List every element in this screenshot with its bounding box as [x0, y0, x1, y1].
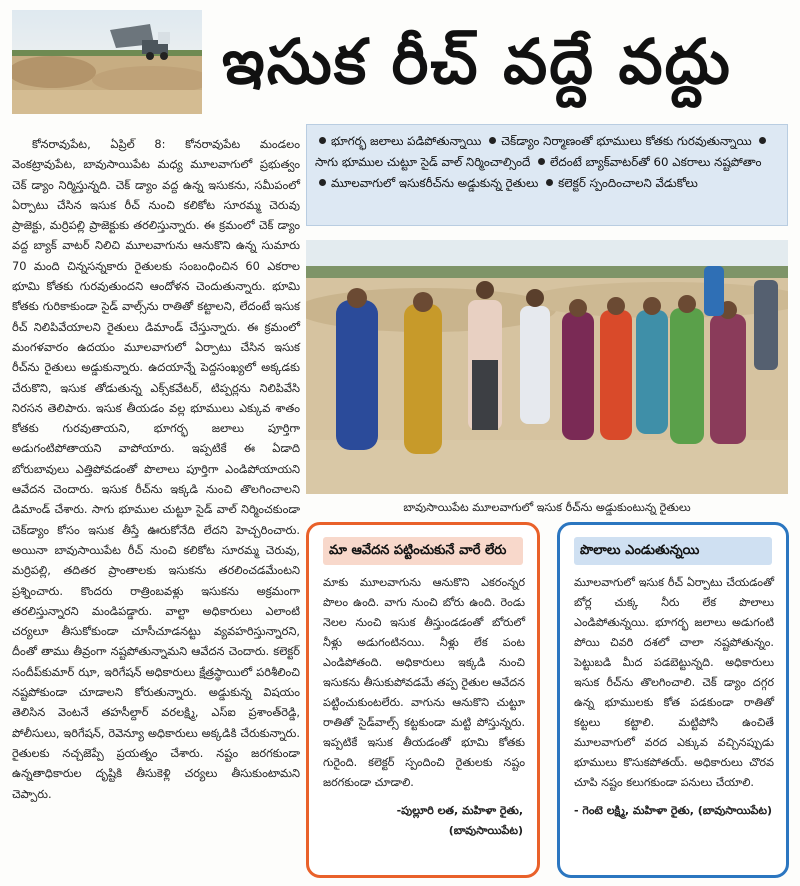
headline: ఇసుక రీచ్ వద్దే వద్దు: [222, 25, 732, 98]
highlight-item: సాగు భూముల చుట్టూ సైడ్ వాల్ నిర్మించాల్సిందే: [315, 155, 531, 169]
quote-box-signature: -పుల్లూరి లత, మహిళా రైతు, (బావుసాయిపేట): [396, 804, 523, 837]
bullet-icon: [319, 179, 326, 186]
bullet-icon: [489, 137, 496, 144]
header-photo: [12, 10, 202, 114]
bullet-icon: [759, 137, 766, 144]
quote-box-left: [306, 522, 540, 878]
quote-box-right: [557, 522, 789, 878]
highlight-item: భూగర్భ జలాలు పడిపోతున్నాయి: [331, 134, 482, 148]
highlight-item: మూలవాగులో ఇసుకరీచ్‌ను అడ్డుకున్న రైతులు: [331, 176, 539, 190]
bullet-icon: [319, 137, 326, 144]
photo-caption: బావుసాయిపేట మూలవాగులో ఇసుక రీచ్‌ను అడ్డుకుంటున్న రైతులు: [403, 501, 691, 514]
quote-box-body: మూలవాగులో ఇసుక రీచ్ ఏర్పాటు చేయడంతో బోర్ల చుక్క నీరు లేక పొలాలు ఎండిపోతున్నయి. భూగర్భ జలాలు అడుగంటి పోయి చివరి దశలో చాలా నష్టపోతున్నం. పెట్టుబడి మీద పడబెట్టున్నది. అధికారులు ఇసుక రీచ్‌ను తొలగించాలి. చెక్ డ్యాం దగ్గర ఉన్న భూములకు కోత పడకుండా రాతితో కట్టలు కట్టాలి. మట్టిపోసి ఉంచితే మూలవాగులో వరద ఎక్కువ వచ్చినప్పుడు భూములు కొసుకపోతయ్. అధికారులు చొరవ చూపి నష్టం కలుగకుండా పనులు చేయాలి.: [574, 576, 774, 789]
quote-box-signature: - గెంటె లక్ష్మి, మహిళా రైతు, (బావుసాయిపేట): [574, 804, 772, 817]
highlight-item: కలెక్టర్ స్పందించాలని వేడుకోలు: [558, 176, 698, 190]
highlights-box: [306, 124, 788, 226]
quote-box-title: పొలాలు ఎండుతున్నయి: [574, 537, 772, 565]
farmers-group-image: [306, 240, 788, 494]
quote-box-body: మాకు మూలవాగును ఆనుకొని ఎకరంన్నర పొలం ఉంది. వాగు నుంచి బోరు ఉంది. రెండు నెలల నుంచి ఇసుక తీస్తుండడంతో బోరులో నీళ్లు అడుగంటినయి. నీళ్లు లేక పంట ఎండిపోతంది. అధికారులు ఇక్కడి నుంచి ఇసుకను తీసుకుపోవడమే తప్ప రైతుల ఆవేదన పట్టించుకుంటలేరు. వాగును ఆనుకొని చుట్టూ రాతితో సైడ్‌వాల్స్ కట్టకుండా మట్టి పోస్తున్నరు. ఇప్పటికే ఇసుక తీయడంతో భూమి కోతకు గురైంది. కలెక్టర్ స్పందించి రైతులకు నష్టం జరగకుండా చూడాలి.: [323, 576, 525, 789]
highlight-item: లేదంటే బ్యాక్‌వాటర్‌తో 60 ఎకరాలు నష్టపోతాం: [550, 155, 762, 169]
bullet-icon: [538, 158, 545, 165]
article-body: [12, 134, 300, 804]
quote-box-title: మా ఆవేదన పట్టించుకునే వారే లేరు: [323, 537, 523, 565]
farmers-photo: [306, 240, 788, 494]
bullet-icon: [546, 179, 553, 186]
sand-reach-photo: [12, 10, 202, 114]
article-paragraph: కోనరావుపేట, ఏప్రిల్ 8: కోనరావుపేట మండలం వెంకట్రావుపేట, బావుసాయిపేట మధ్య మూలవాగులో ప్రభుత్వం చెక్ డ్యాం నిర్మిస్తున్నది. చెక్ డ్యాం వద్ద ఉన్న ఇసుకను, సమీపంలో ఏర్పాటు చేసిన ఇసుక రీచ్ నుంచి కలికోట సూరమ్మ చెరువు ప్రాజెక్టు, మర్రిపల్లి ప్రాజెక్టుకు తరలిస్తున్నారు. ఈ క్రమంలో చెక్ డ్యాం వద్ద బ్యాక్ వాటర్ నిలిచి మూలవాగును ఆనుకొని ఉన్న సుమారు 70 మంది చిన్నసన్నకారు రైతులకు సంబంధించిన 60 ఎకరాల భూమి కోతకు గురవుతుందని ఆందోళన చెందుతున్నారు. భూమి కోతకు గురికాకుండా సైడ్ వాల్స్‌ను రాతితో కట్టాలని, లేదంటే ఇసుక రీచ్ నిలిపివేయాలని రైతులు డిమాండ్ చేస్తున్నారు. ఈ క్రమంలో మంగళవారం ఉదయం మూలవాగులో ఏర్పాటు చేసిన ఇసుక రీచ్‌ను రైతులు అడ్డుకున్నారు. ఉదయాన్నే పెద్దసంఖ్యలో అక్కడకు చేరుకొని, ఇసుక తోడుతున్న ఎక్స్‌కవేటర్, టిప్పర్లను నిలిపివేసి నిరసన తెలిపారు. ఇసుక తీయడం వల్ల భూములు ఎక్కువ శాతం కోతకు గురవుతాయని, భూగర్భ జలాలు పూర్తిగా అడుగంటిపోతాయని వాపోయారు. ఇప్పటికే ఈ ఏడాది బోరుబావులు ఎత్తిపోవడంతో పొలాలు పూర్తిగా ఎండిపోయాయని ఆవేదన చెందారు. ఇసుక రీచ్‌ను ఇక్కడి నుంచి తొలగించాలని డిమాండ్ చేశారు. సాగు భూముల చుట్టూ సైడ్ వాల్ నిర్మించకుండా చెక్‌డ్యాం కోసం ఇసుక తీస్తే ఊరుకోనేది లేదని హెచ్చరించారు. అయినా బావుసాయిపేట రీచ్ నుంచి కలికోట సూరమ్మ చెరువు, మర్రిపల్లి, తదితర ప్రాంతాలకు ఇసుకను తరలించడమేంటని ప్రశ్నించారు. కొందరు రాత్రింబవళ్లు ఇసుకను అక్రమంగా తరలిస్తున్నారని మండిపడ్డారు. వాల్టా అధికారులు ఎలాంటి చర్యలూ తీసుకోకుండా చూసీచూడనట్టు వ్యవహరిస్తున్నారని, దీంతో తాము తీవ్రంగా నష్టపోతున్నామని ఆవేదన చెందారు. కలెక్టర్ సందీప్‌కుమార్ ఝా, ఇరిగేషన్ అధికారులు క్షేత్రస్థాయిలో పరిశీలించి నష్టపోకుండా చూడాలని కోరుతున్నారు. అడ్డుకున్న విషయం తెలిసిన వెంటనే తహసీల్దార్ వరలక్ష్మి, ఎస్ఐ ప్రశాంత్‌రెడ్డి, పోలీసులు, ఇరిగేషన్, రెవెన్యూ అధికారులు అక్కడికి చేరుకున్నారు. రైతులకు నచ్చజెప్పే ప్రయత్నం చేశారు. నష్టం జరగకుండా ఉన్నతాధికారుల దృష్టికి తీసుకెళ్లి చర్యలు తీసుకుంటామని చెప్పారు.: [12, 137, 300, 801]
highlight-item: చెక్‌డ్యాం నిర్మాణంతో భూములు కోతకు గురవుతున్నాయి: [501, 134, 752, 148]
